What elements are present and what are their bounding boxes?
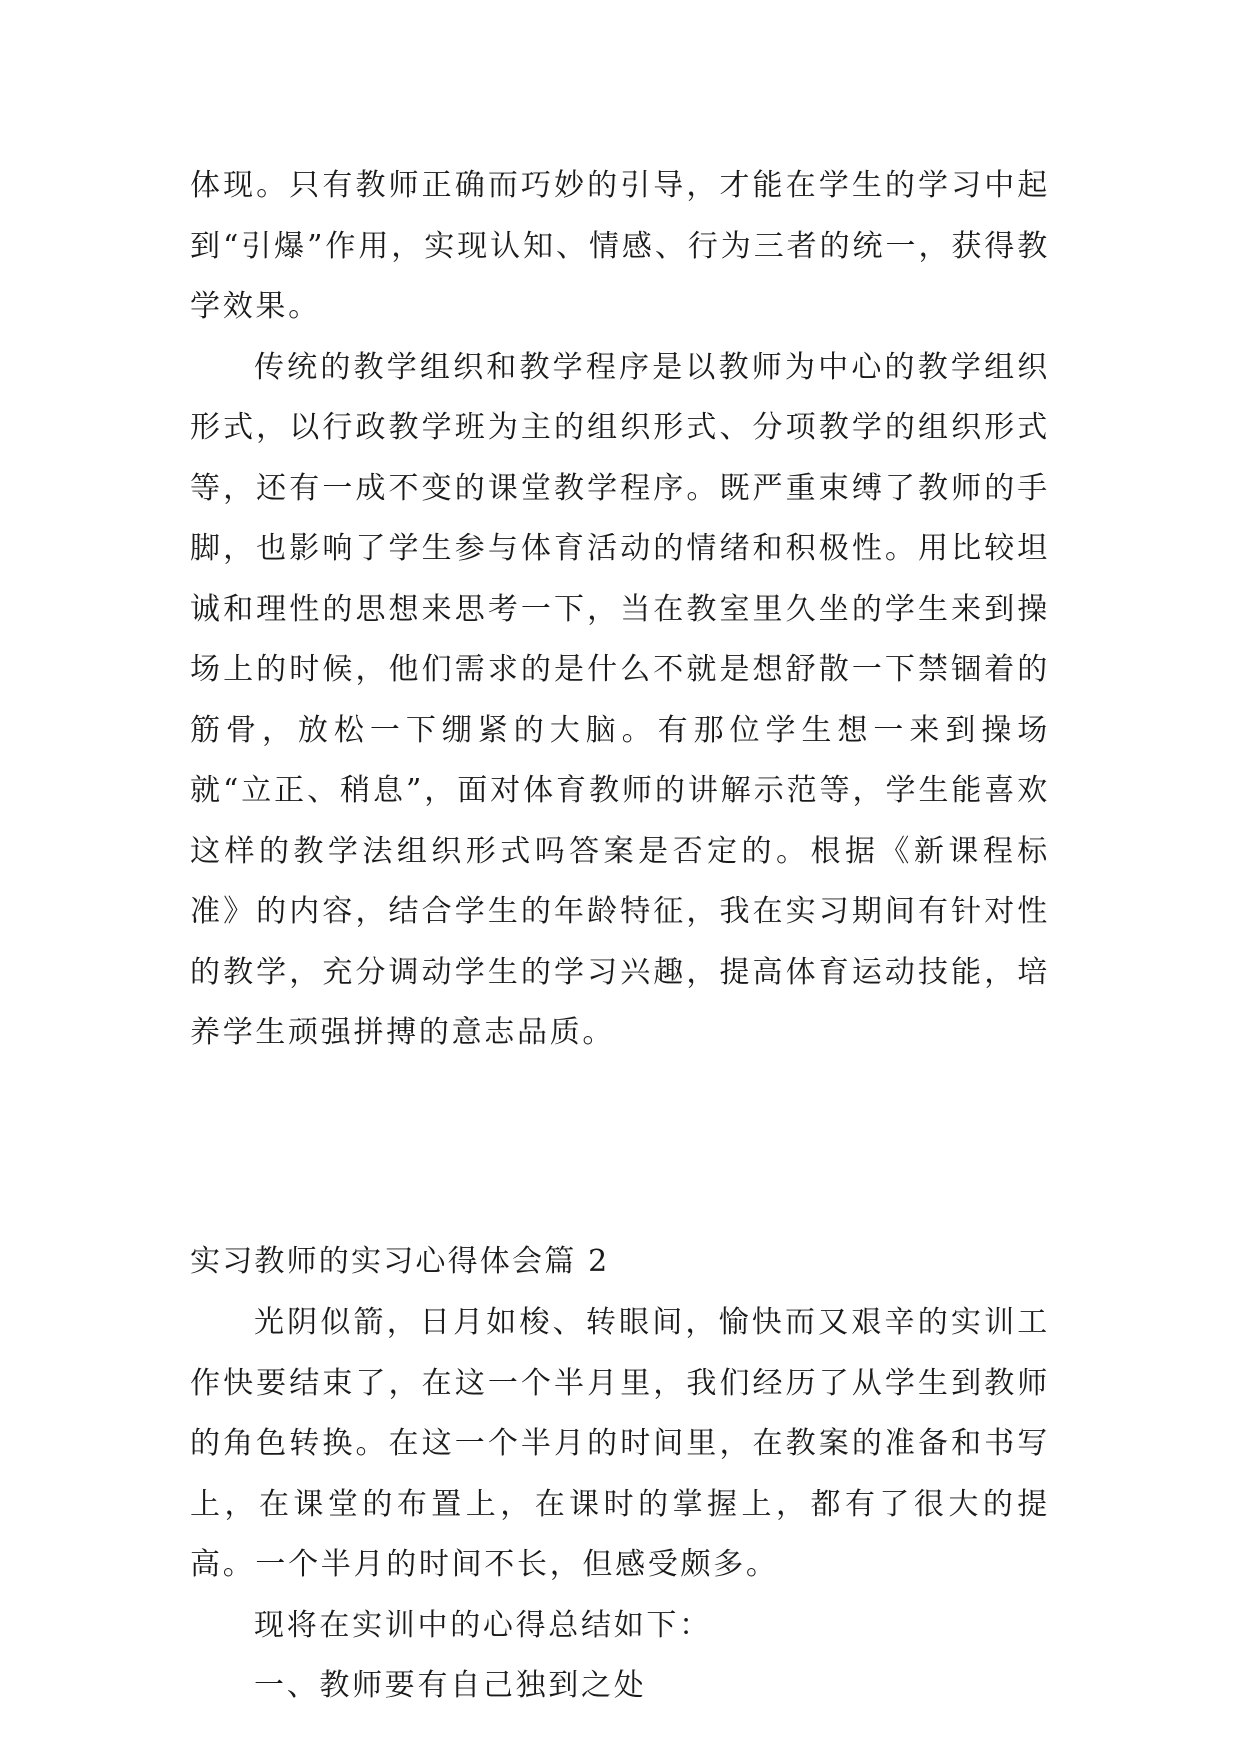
paragraph: 光阴似箭，日月如梭、转眼间，愉快而又艰辛的实训工作快要结束了，在这一个半月里，我们经历了从学生到教师的角色转换。在这一个半月的时间里，在教案的准备和书写上，在课堂的布置上，在课时的掌握上，都有了很大的提高。一个半月的时间不长，但感受颇多。 <box>190 1305 1050 1582</box>
section-heading: 实习教师的实习心得体会篇 2 <box>190 1244 610 1279</box>
paragraph: 一、教师要有自己独到之处 <box>254 1668 647 1703</box>
paragraph: 体现。只有教师正确而巧妙的引导，才能在学生的学习中起到“引爆”作用，实现认知、情感、行为三者的统一，获得教学效果。 <box>190 168 1050 324</box>
paragraph: 现将在实训中的心得总结如下： <box>254 1607 712 1643</box>
body-text-bottom <box>190 1293 1050 1717</box>
body-text-top <box>190 156 1050 1064</box>
paragraph: 传统的教学组织和教学程序是以教师为中心的教学组织形式，以行政教学班为主的组织形式、分项教学的组织形式等，还有一成不变的课堂教学程序。既严重束缚了教师的手脚，也影响了学生参与体育活动的情绪和积极性。用比较坦诚和理性的思想来思考一下，当在教室里久坐的学生来到操场上的时候，他们需求的是什么不就是想舒散一下禁锢着的筋骨，放松一下绷紧的大脑。有那位学生想一来到操场就“立正、稍息”，面对体育教师的讲解示范等，学生能喜欢这样的教学法组织形式吗答案是否定的。根据《新课程标准》的内容，结合学生的年龄特征，我在实习期间有针对性的教学，充分调动学生的学习兴趣，提高体育运动技能，培养学生顽强拼搏的意志品质。 <box>190 349 1050 1050</box>
